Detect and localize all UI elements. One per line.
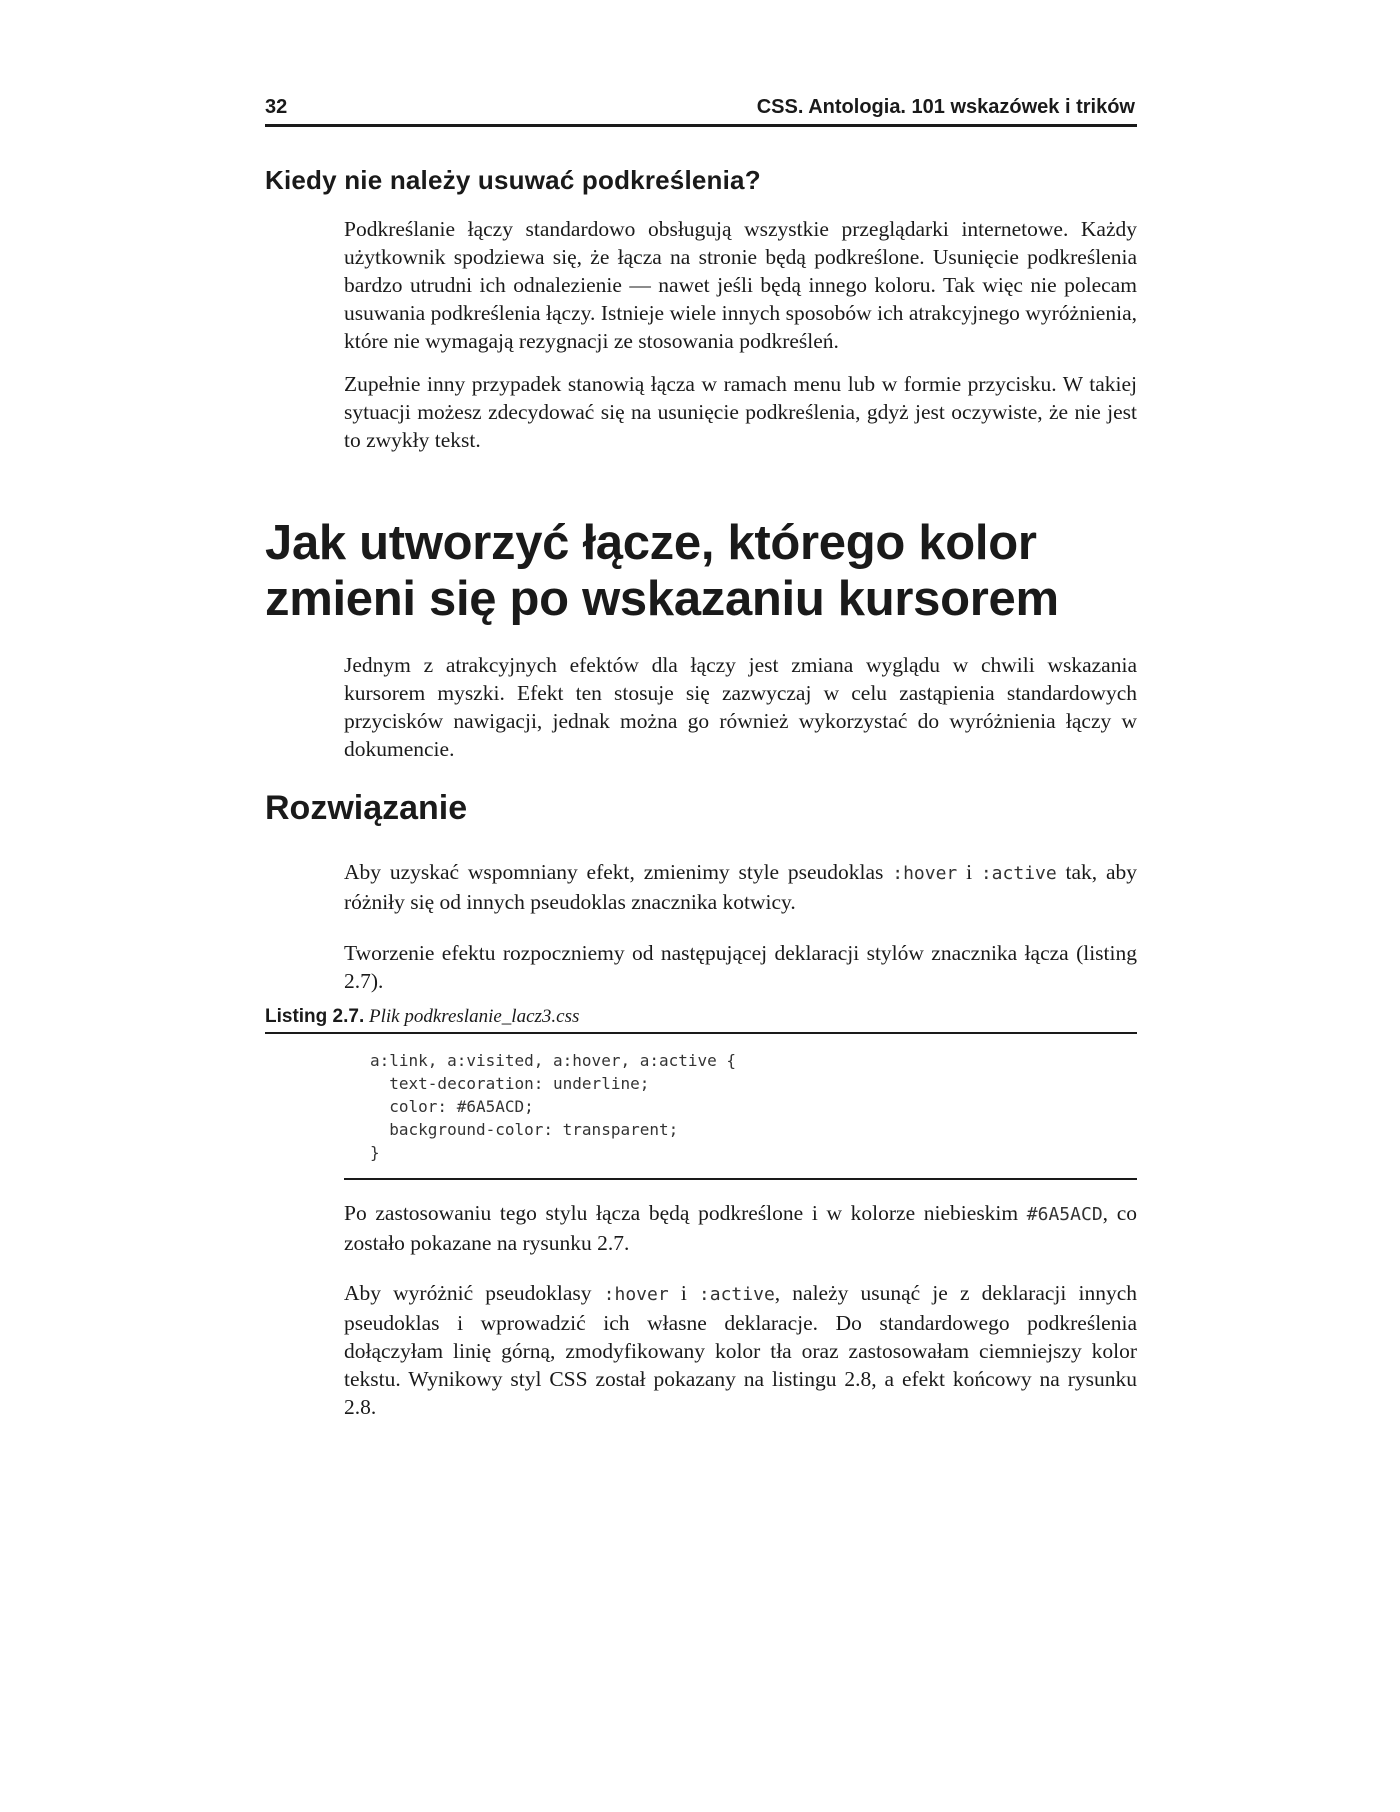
listing-caption bbox=[265, 1006, 1137, 1034]
paragraph-intro: Jednym z atrakcyjnych efektów dla łączy jest zmiana wyglądu w chwili wskazania kursorem myszki. Efekt ten stosuje się zazwyczaj w celu zastąpienia standardowych przycisków nawigacji, jednak można go również wykorzystać do wyróżnienia łączy w dokumencie. bbox=[344, 653, 1137, 761]
text-run: Po zastosowaniu tego stylu łącza będą podkreślone i w kolorze niebieskim bbox=[344, 1201, 1027, 1225]
listing-label: Listing 2.7. bbox=[265, 1006, 365, 1027]
listing-end-rule bbox=[344, 1178, 1137, 1180]
solution-heading: Rozwiązanie bbox=[265, 789, 468, 827]
section-heading-underline: Kiedy nie należy usuwać podkreślenia? bbox=[265, 165, 761, 195]
inline-code-active: :active bbox=[698, 1284, 775, 1305]
text-run: Aby uzyskać wspomniany efekt, zmienimy style pseudoklas bbox=[344, 860, 893, 884]
inline-code-active: :active bbox=[980, 863, 1057, 884]
paragraph-underline-support: Podkreślanie łączy standardowo obsługują wszystkie przeglądarki internetowe. Każdy użytkownik spodziewa się, że łącza na stronie będą podkreślone. Usunięcie podkreślenia bardzo utrudni ich odnalezienie — nawet jeśli będą innego koloru. Tak więc nie polecam usuwania podkreślenia łączy. Istnieje wiele innych sposobów ich atrakcyjnego wyróżnienia, które nie wymagają rezygnacji ze stosowania podkreśleń. bbox=[344, 217, 1137, 353]
text-run: i bbox=[668, 1281, 699, 1305]
paragraph-listing-intro: Tworzenie efektu rozpoczniemy od następującej deklaracji stylów znacznika łącza (listing 2.7). bbox=[344, 941, 1137, 993]
inline-code-hover: :hover bbox=[892, 863, 958, 884]
page-header bbox=[265, 96, 1137, 127]
code-listing: a:link, a:visited, a:hover, a:active { text-decoration: underline; color: #6A5ACD; background-color: transparent; } bbox=[370, 1051, 737, 1162]
paragraph-solution bbox=[344, 858, 1137, 916]
chapter-title-line-1: Jak utworzyć łącze, którego kolor bbox=[265, 516, 1037, 570]
text-run: Aby wyróżnić pseudoklasy bbox=[344, 1281, 604, 1305]
chapter-title bbox=[265, 515, 1059, 627]
text-run: , co zostało pokazane na rysunku 2.7. bbox=[344, 1201, 1137, 1255]
inline-code-hover: :hover bbox=[603, 1284, 669, 1305]
inline-code-color: #6A5ACD bbox=[1026, 1204, 1103, 1225]
text-run: , należy usunąć je z deklaracji innych pseudoklas i wprowadzić ich własne deklaracje. Do standardowego podkreślenia dołączyłam linię górną, zmodyfikowany kolor tła oraz zastosowałam ciemniejszy kolor tekstu. Wynikowy styl CSS został pokazany na listingu 2.8, a efekt końcowy na rysunku 2.8. bbox=[344, 1281, 1137, 1419]
listing-filename: Plik podkreslanie_lacz3.css bbox=[369, 1006, 580, 1027]
page-number: 32 bbox=[265, 96, 288, 118]
chapter-title-line-2: zmieni się po wskazaniu kursorem bbox=[265, 572, 1059, 626]
paragraph-menu-exception: Zupełnie inny przypadek stanowią łącza w ramach menu lub w formie przycisku. W takiej sytuacji możesz zdecydować się na usunięcie podkreślenia, gdyż jest oczywiste, że nie jest to zwykły tekst. bbox=[344, 372, 1137, 452]
text-run: tak, aby różniły się od innych pseudoklas znacznika kotwicy. bbox=[344, 860, 1137, 914]
paragraph-hover-active bbox=[344, 1279, 1137, 1421]
text-run: i bbox=[957, 860, 981, 884]
paragraph-result bbox=[344, 1199, 1137, 1257]
book-title: CSS. Antologia. 101 wskazówek i trików bbox=[756, 96, 1135, 118]
